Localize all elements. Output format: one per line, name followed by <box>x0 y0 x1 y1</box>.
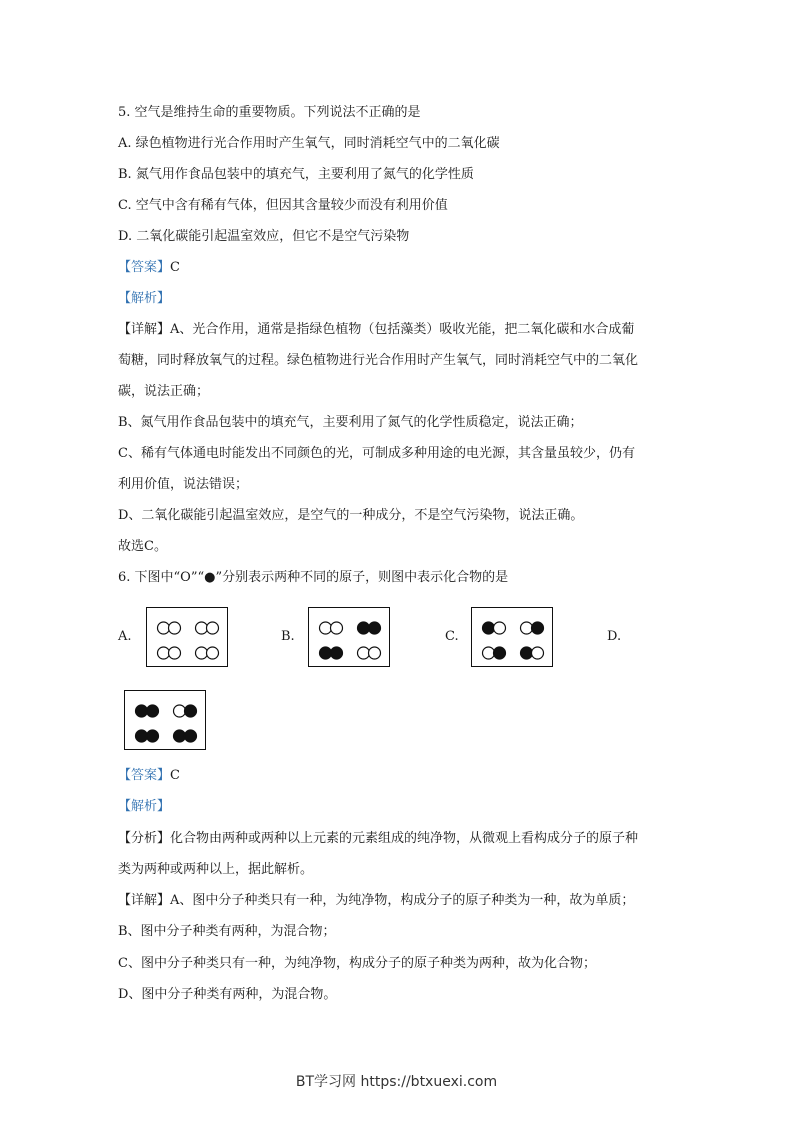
q5-detail-line: 碳，说法正确； <box>118 384 210 399</box>
open-atom <box>358 647 370 659</box>
filled-atom <box>369 622 381 634</box>
footer-watermark: BT学习网 https://btxuexi.com <box>295 1074 498 1090</box>
molecule-diagram <box>147 608 227 666</box>
filled-atom <box>483 622 495 634</box>
filled-atom <box>174 730 186 742</box>
q5-detail-line: C、稀有气体通电时能发出不同颜色的光，可制成多种用途的电光源，其含量虽较少，仍有 <box>118 446 635 461</box>
filled-atom <box>136 705 148 717</box>
open-atom <box>158 622 170 634</box>
q5-detail-line: 【详解】A、光合作用，通常是指绿色植物（包括藻类）吸收光能，把二氧化碳和水合成葡 <box>118 322 635 337</box>
q5-detail-line: B、氮气用作食品包装中的填充气，主要利用了氮气的化学性质稳定，说法正确； <box>118 415 583 430</box>
molecule <box>483 647 506 659</box>
q6-fenxi-line: 类为两种或两种以上，据此解析。 <box>118 862 314 877</box>
q5-stem: 5. 空气是维持生命的重要物质。下列说法不正确的是 <box>118 105 421 120</box>
q5-conclusion: 故选C。 <box>118 539 167 554</box>
answer-tag: 【答案】 <box>118 768 171 783</box>
q6-detail-line: 【详解】A、图中分子种类只有一种，为纯净物，构成分子的原子种类为一种，故为单质； <box>118 893 635 908</box>
open-atom <box>494 622 506 634</box>
q6-diagram-a <box>146 607 228 667</box>
open-atom <box>331 622 343 634</box>
molecule <box>136 730 159 742</box>
open-atom <box>483 647 495 659</box>
filled-atom <box>532 622 544 634</box>
q5-detail-line: 萄糖，同时释放氧气的过程。绿色植物进行光合作用时产生氧气，同时消耗空气中的二氧化 <box>118 353 639 368</box>
open-atom <box>207 622 219 634</box>
molecule <box>174 730 197 742</box>
q5-answer <box>118 259 180 277</box>
filled-atom <box>147 730 159 742</box>
molecule <box>196 622 219 634</box>
molecule <box>521 622 544 634</box>
q6-fenxi-line: 【分析】化合物由两种或两种以上元素的元素组成的纯净物，从微观上看构成分子的原子种 <box>118 831 639 846</box>
filled-atom <box>320 647 332 659</box>
molecule <box>196 647 219 659</box>
q5-option-b: B. 氮气用作食品包装中的填充气，主要利用了氮气的化学性质 <box>118 167 474 182</box>
filled-atom <box>331 647 343 659</box>
open-atom <box>521 622 533 634</box>
filled-atom <box>185 705 197 717</box>
molecule <box>521 647 544 659</box>
q5-option-a: A. 绿色植物进行光合作用时产生氧气，同时消耗空气中的二氧化碳 <box>118 136 500 151</box>
open-atom <box>196 622 208 634</box>
open-atom <box>196 647 208 659</box>
q6-analysis-tag: 【解析】 <box>118 799 171 814</box>
q5-detail-line: 利用价值，说法错误； <box>118 477 249 492</box>
filled-atom <box>136 730 148 742</box>
q6-option-b-label: B. <box>281 629 295 644</box>
detail-tag: 【详解】 <box>118 893 171 908</box>
filled-atom <box>147 705 159 717</box>
answer-tag: 【答案】 <box>118 260 171 275</box>
filled-atom <box>185 730 197 742</box>
open-atom <box>158 647 170 659</box>
q6-option-a-label: A. <box>118 629 132 644</box>
molecule-diagram <box>309 608 389 666</box>
open-atom <box>169 622 181 634</box>
q5-option-d: D. 二氧化碳能引起温室效应，但它不是空气污染物 <box>118 229 410 244</box>
filled-atom <box>521 647 533 659</box>
molecule <box>158 622 181 634</box>
answer-value: C <box>170 768 180 783</box>
open-atom <box>532 647 544 659</box>
answer-value: C <box>170 260 180 275</box>
q6-diagram-c <box>471 607 553 667</box>
molecule-diagram <box>472 608 552 666</box>
open-atom <box>207 647 219 659</box>
open-atom <box>320 622 332 634</box>
molecule <box>358 622 381 634</box>
q6-detail-line: D、图中分子种类有两种，为混合物。 <box>118 987 337 1002</box>
q6-diagram-d <box>124 690 206 750</box>
molecule <box>320 622 343 634</box>
molecule <box>320 647 343 659</box>
q6-diagram-b <box>308 607 390 667</box>
molecule <box>174 705 197 717</box>
filled-atom <box>494 647 506 659</box>
detail-tag: 【详解】 <box>118 322 171 337</box>
q5-option-c: C. 空气中含有稀有气体，但因其含量较少而没有利用价值 <box>118 198 448 213</box>
q6-stem: 6. 下图中“O”“●”分别表示两种不同的原子，则图中表示化合物的是 <box>118 570 509 585</box>
q6-option-c-label: C. <box>445 629 459 644</box>
q6-option-d-label: D. <box>607 629 622 644</box>
molecule <box>358 647 381 659</box>
open-atom <box>369 647 381 659</box>
molecule-diagram <box>125 691 205 749</box>
open-atom <box>174 705 186 717</box>
molecule <box>136 705 159 717</box>
fenxi-tag: 【分析】 <box>118 831 171 846</box>
q5-analysis-tag: 【解析】 <box>118 291 171 306</box>
q6-answer <box>118 767 180 785</box>
molecule <box>158 647 181 659</box>
molecule <box>483 622 506 634</box>
q5-detail-line: D、二氧化碳能引起温室效应，是空气的一种成分，不是空气污染物，说法正确。 <box>118 508 584 523</box>
q6-detail-line: B、图中分子种类有两种，为混合物； <box>118 924 336 939</box>
open-atom <box>169 647 181 659</box>
q6-detail-line: C、图中分子种类只有一种，为纯净物，构成分子的原子种类为两种，故为化合物； <box>118 956 596 971</box>
filled-atom <box>358 622 370 634</box>
